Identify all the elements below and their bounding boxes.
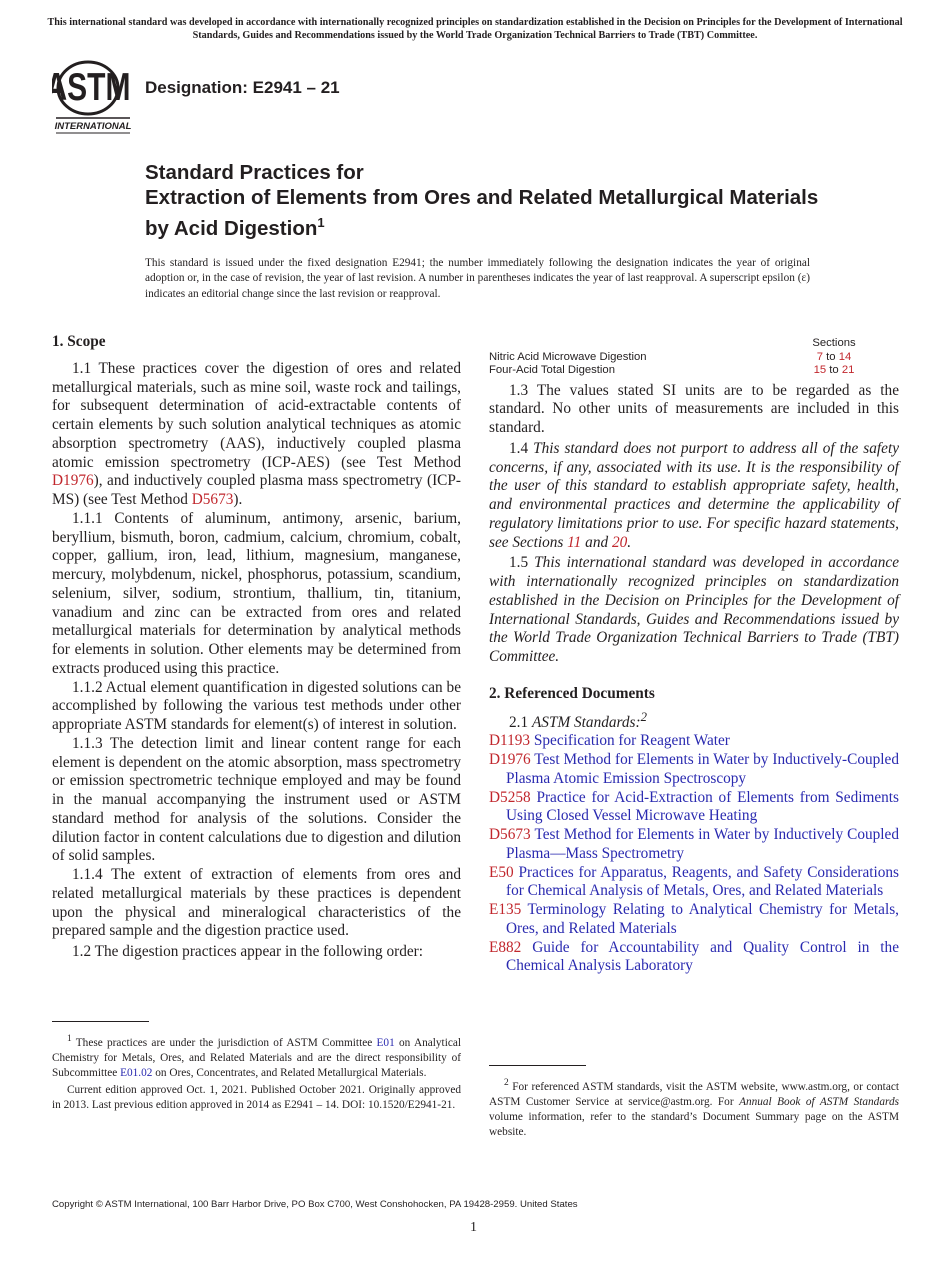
link-d1976[interactable]: D1976 <box>52 472 94 490</box>
title-line1: Standard Practices for <box>145 161 364 184</box>
title-footnote-ref[interactable]: 1 <box>317 215 325 230</box>
footnote-number: 2 <box>504 1078 509 1088</box>
practice-name: Four-Acid Total Digestion <box>489 364 615 376</box>
para-1-1 <box>52 360 461 510</box>
page-number: 1 <box>470 1220 477 1235</box>
reference-item <box>474 939 899 977</box>
footnote-number: 1 <box>67 1034 72 1044</box>
text: 2.1 <box>509 713 532 731</box>
right-column <box>489 337 899 976</box>
svg-text:ASTM: ASTM <box>52 66 131 110</box>
references-heading: 2. Referenced Documents <box>489 684 655 702</box>
left-column <box>52 333 461 962</box>
practice-name: Nitric Acid Microwave Digestion <box>489 350 647 363</box>
text: 1.1 These practices cover the digestion of ores and related metallurgical materials, such as mine soil, waste rock and tailings, for subsequent determination of acid-extractable contents of certain elements by such solution analytical techniques as atomic absorption spectrometry (AAS), inductively coupled plasma atomic emission spectrometry (ICP-AES) (see Test Method <box>52 359 461 471</box>
text: ), and inductively coupled plasma mass spectrometry (ICP-MS) (see Test Method <box>52 472 461 508</box>
para-2-1 <box>489 708 899 733</box>
reference-title[interactable]: Test Method for Elements in Water by Inductively Coupled Plasma—Mass Spectrometry <box>506 826 899 862</box>
reference-item <box>474 826 899 864</box>
sections-table <box>489 337 899 378</box>
text: 1.5 <box>509 554 535 572</box>
reference-item <box>474 751 899 789</box>
para-1-2: 1.2 The digestion practices appear in the following order: <box>72 943 424 960</box>
link-e01[interactable]: E01 <box>376 1036 395 1049</box>
link-e01-02[interactable]: E01.02 <box>120 1066 153 1079</box>
footnote-1 <box>52 1032 461 1081</box>
text: ASTM Standards: <box>531 713 641 731</box>
section-link[interactable]: 15 <box>813 364 827 376</box>
table-row <box>489 351 899 365</box>
footnotes-left <box>52 1021 461 1113</box>
link-d5673[interactable]: D5673 <box>191 491 234 508</box>
para-1-1-2: 1.1.2 Actual element quantification in digested solutions can be accomplished by following the various test methods under other appropriate ASTM standards for element(s) of interest in solution. <box>52 678 461 733</box>
text: . <box>627 533 632 551</box>
para-1-4 <box>489 440 899 553</box>
section-link[interactable]: 21 <box>841 364 855 376</box>
scope-heading: 1. Scope <box>52 333 106 350</box>
tbt-notice: This international standard was developed in accordance with internationally recognized principles on standardization established in the Decision on Principles for the Development of International Standards, Guides and Recommendations issued by the World Trade Organization Technical Barriers to Trade (TBT) Committee. <box>47 17 903 41</box>
para-1-5 <box>489 554 899 667</box>
reference-item <box>474 901 899 939</box>
reference-list <box>489 732 899 976</box>
para-1-1-3: 1.1.3 The detection limit and linear content range for each element is dependent on the atomic absorption, mass spectrometry or emission spectrometric technique employed and may be found in the manual accompanying the instrument used or ASTM standard method for analysis of the solutions. Consider the dilution factor in content calculations due to digestion and dilution of solid samples. <box>52 734 461 865</box>
copyright: Copyright © ASTM International, 100 Barr Harbor Drive, PO Box C700, West Conshohocken, PA 19428-2959. United States <box>52 1199 578 1210</box>
document-title <box>145 160 845 241</box>
text: This international standard was developed in accordance with internationally recognized principles on standardization established in the Decision on Principles for the Development of International Standards, Guides and Recommendations issued by the World Trade Organization Technical Barriers to Trade (TBT) Committee. <box>489 554 899 665</box>
link-section-20[interactable]: 20 <box>611 533 628 551</box>
reference-title[interactable]: Guide for Accountability and Quality Control in the Chemical Analysis Laboratory <box>506 938 899 975</box>
reference-code[interactable]: E135 <box>489 901 522 919</box>
text: volume information, refer to the standard’s Document Summary page on the ASTM website. <box>489 1110 899 1138</box>
footnote-rule <box>489 1065 586 1066</box>
reference-title[interactable]: Practice for Acid-Extraction of Elements from Sediments Using Closed Vessel Microwave Heating <box>506 788 900 825</box>
reference-item <box>474 789 899 827</box>
astm-logo <box>52 56 134 136</box>
reference-item <box>474 864 899 902</box>
text: to <box>826 350 836 363</box>
text: on Analytical Chemistry for Metals, Ores, and Related Materials and are the direct responsibility of Subcommittee <box>52 1036 461 1079</box>
section-link[interactable]: 14 <box>838 350 852 363</box>
text: This standard does not purport to address all of the safety concerns, if any, associated with its use. It is the responsibility of the user of this standard to establish appropriate safety, health, and environmental practices and determine the applicability of regulatory limitations prior to use. For specific hazard statements, see Sections <box>489 439 899 551</box>
reference-code[interactable]: D5258 <box>489 788 531 806</box>
text: For referenced ASTM standards, visit the ASTM website, www.astm.org, or contact ASTM Customer Service at service@astm.org. For <box>489 1080 899 1108</box>
text: 1.4 <box>509 439 534 457</box>
designation: Designation: E2941 – 21 <box>145 78 340 97</box>
text: and <box>581 533 612 551</box>
table-row <box>489 364 899 378</box>
reference-item <box>474 732 899 751</box>
link-section-11[interactable]: 11 <box>567 533 582 551</box>
reference-title[interactable]: Practices for Apparatus, Reagents, and Safety Considerations for Chemical Analysis of Metals, Ores, and Related Materials <box>506 863 899 900</box>
title-line2: Extraction of Elements from Ores and Related Metallurgical Materials by Acid Digestion <box>145 186 819 240</box>
intro-note: This standard is issued under the fixed designation E2941; the number immediately following the designation indicates the year of original adoption or, in the case of revision, the year of last revision. A number in parentheses indicates the year of last reapproval. A superscript epsilon (ε) indicates an editorial change since the last revision or reapproval. <box>145 257 810 300</box>
section-link[interactable]: 7 <box>816 350 823 363</box>
svg-text:INTERNATIONAL: INTERNATIONAL <box>54 121 132 132</box>
reference-code[interactable]: D5673 <box>489 826 531 844</box>
footnote-rule <box>52 1021 149 1022</box>
reference-title[interactable]: Specification for Reagent Water <box>533 732 730 750</box>
reference-code[interactable]: D1976 <box>489 751 531 769</box>
footnotes-right <box>489 1065 899 1140</box>
text: Annual Book of ASTM Standards <box>739 1095 899 1108</box>
footnote-edition: Current edition approved Oct. 1, 2021. Published October 2021. Originally approved in 2013. Last previous edition approved in 2014 as E2941 – 14. DOI: 10.1520/E2941-21. <box>52 1083 461 1111</box>
text: on Ores, Concentrates, and Related Metallurgical Materials. <box>152 1066 427 1079</box>
reference-code[interactable]: E882 <box>489 938 522 956</box>
footnote-ref[interactable]: 2 <box>640 709 647 724</box>
reference-code[interactable]: D1193 <box>489 732 531 750</box>
para-1-3: 1.3 The values stated SI units are to be regarded as the standard. No other units of measurements are included in this standard. <box>489 381 899 436</box>
text: ). <box>233 491 243 508</box>
para-1-1-1: 1.1.1 Contents of aluminum, antimony, arsenic, barium, beryllium, bismuth, boron, cadmium, calcium, chromium, cobalt, copper, gallium, iron, lead, lithium, magnesium, manganese, mercury, molybdenum, nickel, phosphorus, potassium, scandium, selenium, silver, sodium, strontium, thallium, tin, titanium, vanadium and zinc can be extracted from ores and related metallurgical materials for determination by analytical methods for elements in solution. Other elements may be determined from extracts produced using this practice. <box>52 509 461 677</box>
text: to <box>829 364 839 376</box>
footnote-2 <box>489 1076 899 1140</box>
reference-code[interactable]: E50 <box>489 863 514 881</box>
sections-header: Sections <box>812 337 856 349</box>
para-1-1-4: 1.1.4 The extent of extraction of elements from ores and related metallurgical materials by these practices is dependent upon the physical and mineralogical characteristics of the prepared sample and the digestion practice used. <box>52 866 461 940</box>
reference-title[interactable]: Test Method for Elements in Water by Inductively-Coupled Plasma Atomic Emission Spectroscopy <box>506 751 899 787</box>
text: These practices are under the jurisdiction of ASTM Committee <box>71 1036 377 1049</box>
reference-title[interactable]: Terminology Relating to Analytical Chemistry for Metals, Ores, and Related Materials <box>506 901 899 937</box>
